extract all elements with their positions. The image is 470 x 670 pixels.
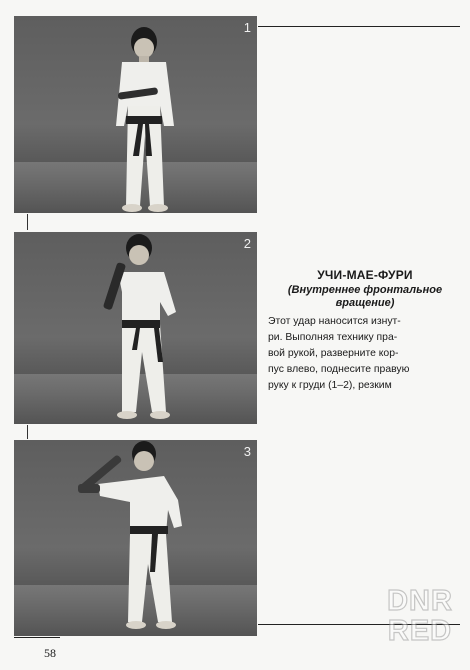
photo-step-2: [14, 232, 257, 424]
photo-separator-tick: [27, 214, 28, 230]
body-text: [268, 314, 462, 394]
body-line: руку к груди (1–2), резким: [268, 380, 392, 391]
watermark-line: DNR: [387, 585, 453, 617]
watermark-logo: [378, 586, 462, 650]
body-line: Этот удар наносится изнут-: [268, 316, 401, 327]
photo-number: 3: [243, 444, 251, 459]
section-title: УЧИ-МАЕ-ФУРИ: [317, 268, 413, 282]
footer-rule: [14, 637, 60, 638]
photo-step-3: [14, 440, 257, 636]
karateka-figure-3: [14, 440, 257, 636]
body-line: пус влево, поднесите правую: [268, 364, 410, 375]
photo-step-1: [14, 16, 257, 213]
body-line: вой рукой, разверните кор-: [268, 348, 399, 359]
section-subtitle: [270, 284, 460, 310]
karateka-figure-2: [14, 232, 257, 424]
body-line: ри. Выполняя технику пра-: [268, 332, 398, 343]
page-number: 58: [44, 646, 56, 660]
photo-separator-tick: [27, 425, 28, 439]
photo-number: 2: [243, 236, 251, 251]
top-rule: [258, 26, 460, 27]
section-heading: [270, 268, 460, 310]
watermark-line: RED: [387, 615, 453, 647]
photo-number: 1: [243, 20, 251, 35]
karateka-figure-1: [14, 16, 257, 213]
subtitle-line: вращение): [335, 297, 395, 309]
subtitle-line: (Внутреннее фронтальное: [287, 284, 443, 296]
